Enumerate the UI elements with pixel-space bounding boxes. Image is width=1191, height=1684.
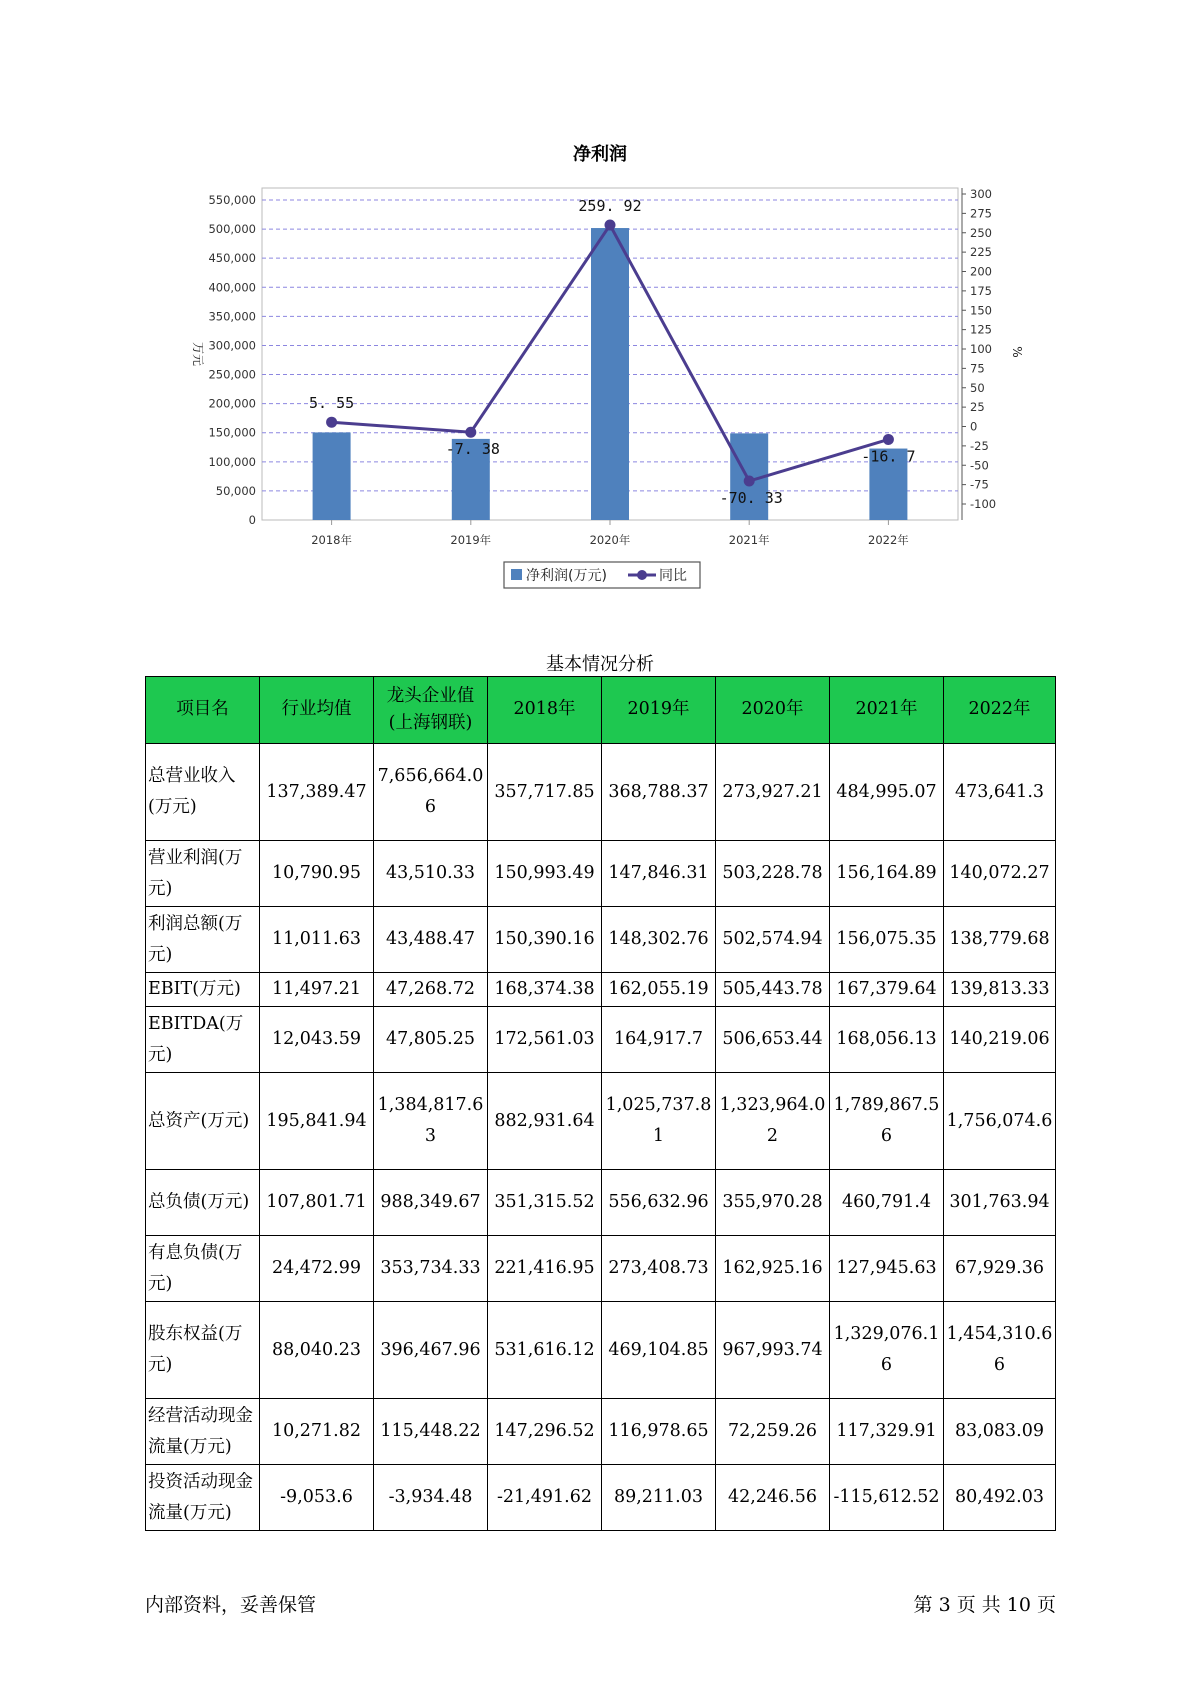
x-tick-label: 2021年	[728, 533, 770, 547]
footer-page-number: 第 3 页 共 10 页	[913, 1594, 1056, 1616]
table-cell: 195,841.94	[260, 1073, 374, 1170]
chart-title: 净利润	[573, 144, 627, 165]
right-tick-label: 175	[970, 283, 992, 298]
left-axis-label: 万元	[191, 341, 205, 367]
table-row	[146, 907, 1056, 973]
legend-bar-label: 净利润(万元)	[526, 568, 607, 584]
right-tick-label: 125	[970, 322, 992, 337]
table-cell: 117,329.91	[830, 1399, 944, 1465]
header-2020: 2020年	[716, 677, 830, 744]
table-cell: 1,025,737.81	[602, 1073, 716, 1170]
table-row	[146, 1236, 1056, 1302]
right-tick-label: 200	[970, 264, 992, 279]
yoy-data-label: -16. 7	[861, 447, 916, 466]
table-cell: 162,055.19	[602, 973, 716, 1007]
table-cell: 502,574.94	[716, 907, 830, 973]
right-axis-label: %	[1010, 346, 1024, 358]
table-cell: 80,492.03	[944, 1465, 1056, 1531]
table-cell: 12,043.59	[260, 1007, 374, 1073]
right-tick-label: 225	[970, 245, 992, 260]
left-tick-label: 450,000	[208, 251, 256, 266]
legend-line-label: 同比	[659, 568, 687, 584]
table-cell: 273,408.73	[602, 1236, 716, 1302]
x-tick-label: 2019年	[450, 533, 492, 547]
row-label: 总营业收入(万元)	[146, 744, 260, 841]
right-tick-label: 100	[970, 342, 992, 356]
table-cell: 1,756,074.6	[944, 1073, 1056, 1170]
row-label: 有息负债(万元)	[146, 1236, 260, 1302]
table-cell: 172,561.03	[488, 1007, 602, 1073]
table-row	[146, 1465, 1056, 1531]
left-tick-label: 50,000	[215, 483, 256, 498]
right-tick-label: 250	[970, 225, 992, 240]
table-cell: 138,779.68	[944, 907, 1056, 973]
table-cell: 140,072.27	[944, 841, 1056, 907]
table-cell: 503,228.78	[716, 841, 830, 907]
table-cell: 10,790.95	[260, 841, 374, 907]
table-cell: 967,993.74	[716, 1302, 830, 1399]
left-tick-label: 250,000	[208, 367, 256, 382]
table-cell: 1,323,964.02	[716, 1073, 830, 1170]
table-cell: 368,788.37	[602, 744, 716, 841]
table-cell: 147,296.52	[488, 1399, 602, 1465]
table-cell: 43,488.47	[374, 907, 488, 973]
right-tick-label: -50	[970, 458, 989, 473]
yoy-data-label: -70. 33	[719, 489, 783, 508]
header-2022: 2022年	[944, 677, 1056, 744]
table-cell: 273,927.21	[716, 744, 830, 841]
table-cell: -9,053.6	[260, 1465, 374, 1531]
header-2019: 2019年	[602, 677, 716, 744]
table-cell: 67,929.36	[944, 1236, 1056, 1302]
row-label: 投资活动现金流量(万元)	[146, 1465, 260, 1531]
table-row	[146, 841, 1056, 907]
table-cell: 505,443.78	[716, 973, 830, 1007]
table-cell: 7,656,664.06	[374, 744, 488, 841]
row-label: 经营活动现金流量(万元)	[146, 1399, 260, 1465]
table-cell: 1,789,867.56	[830, 1073, 944, 1170]
table-cell: 168,374.38	[488, 973, 602, 1007]
yoy-point	[883, 434, 894, 445]
net-profit-bar	[591, 228, 629, 520]
table-cell: 162,925.16	[716, 1236, 830, 1302]
table-row	[146, 744, 1056, 841]
table-cell: 11,011.63	[260, 907, 374, 973]
table-cell: 506,653.44	[716, 1007, 830, 1073]
table-cell: 156,075.35	[830, 907, 944, 973]
table-row	[146, 973, 1056, 1007]
table-row	[146, 1007, 1056, 1073]
right-tick-label: 50	[970, 380, 985, 395]
yoy-point	[326, 417, 337, 428]
table-cell: 1,384,817.63	[374, 1073, 488, 1170]
table-cell: 24,472.99	[260, 1236, 374, 1302]
table-cell: 83,083.09	[944, 1399, 1056, 1465]
table-cell: 43,510.33	[374, 841, 488, 907]
table-cell: 150,993.49	[488, 841, 602, 907]
table-cell: 167,379.64	[830, 973, 944, 1007]
table-cell: 47,805.25	[374, 1007, 488, 1073]
table-cell: 11,497.21	[260, 973, 374, 1007]
footer-confidential-note: 内部资料，妥善保管	[145, 1594, 317, 1616]
left-tick-label: 0	[248, 513, 256, 527]
table-cell: 147,846.31	[602, 841, 716, 907]
table-cell: 396,467.96	[374, 1302, 488, 1399]
table-cell: -21,491.62	[488, 1465, 602, 1531]
table-cell: 115,448.22	[374, 1399, 488, 1465]
table-cell: 531,616.12	[488, 1302, 602, 1399]
table-row	[146, 1073, 1056, 1170]
right-tick-label: -25	[970, 438, 989, 453]
net-profit-chart	[0, 0, 1191, 600]
right-tick-label: -75	[970, 477, 989, 492]
table-cell: 47,268.72	[374, 973, 488, 1007]
basic-analysis-table	[145, 676, 1056, 1531]
legend-line-marker	[637, 570, 647, 580]
table-row	[146, 1399, 1056, 1465]
right-tick-label: 25	[970, 400, 985, 415]
row-label: EBIT(万元)	[146, 973, 260, 1007]
right-tick-label: 75	[970, 361, 985, 376]
x-tick-label: 2020年	[589, 533, 631, 547]
table-caption: 基本情况分析	[546, 654, 654, 675]
table-cell: 353,734.33	[374, 1236, 488, 1302]
table-cell: 88,040.23	[260, 1302, 374, 1399]
table-cell: 150,390.16	[488, 907, 602, 973]
table-cell: 988,349.67	[374, 1170, 488, 1236]
table-cell: 221,416.95	[488, 1236, 602, 1302]
table-cell: 72,259.26	[716, 1399, 830, 1465]
table-header-row	[146, 677, 1056, 744]
table-cell: 164,917.7	[602, 1007, 716, 1073]
table-cell: 351,315.52	[488, 1170, 602, 1236]
yoy-data-label: 259. 92	[578, 197, 642, 216]
table-row	[146, 1302, 1056, 1399]
right-tick-label: 0	[970, 419, 978, 434]
table-cell: 460,791.4	[830, 1170, 944, 1236]
right-tick-label: -100	[970, 497, 997, 511]
yoy-point	[744, 476, 755, 487]
net-profit-bar	[313, 432, 351, 520]
table-cell: 89,211.03	[602, 1465, 716, 1531]
right-tick-label: 150	[970, 303, 992, 318]
table-cell: 140,219.06	[944, 1007, 1056, 1073]
x-tick-label: 2022年	[868, 533, 909, 547]
left-tick-label: 500,000	[208, 222, 256, 237]
left-tick-label: 550,000	[208, 193, 256, 207]
table-cell: 107,801.71	[260, 1170, 374, 1236]
table-cell: -115,612.52	[830, 1465, 944, 1531]
table-row	[146, 1170, 1056, 1236]
table-cell: 137,389.47	[260, 744, 374, 841]
header-industry-avg: 行业均值	[260, 677, 374, 744]
table-cell: 1,454,310.66	[944, 1302, 1056, 1399]
table-cell: 156,164.89	[830, 841, 944, 907]
table-cell: 355,970.28	[716, 1170, 830, 1236]
row-label: 总资产(万元)	[146, 1073, 260, 1170]
yoy-data-label: -7. 38	[445, 440, 500, 459]
header-item: 项目名	[146, 677, 260, 744]
table-cell: 473,641.3	[944, 744, 1056, 841]
table-cell: 357,717.85	[488, 744, 602, 841]
table-cell: 127,945.63	[830, 1236, 944, 1302]
table-cell: 42,246.56	[716, 1465, 830, 1531]
row-label: EBITDA(万元)	[146, 1007, 260, 1073]
left-tick-label: 400,000	[208, 280, 256, 295]
table-cell: 148,302.76	[602, 907, 716, 973]
table-cell: 556,632.96	[602, 1170, 716, 1236]
yoy-point	[465, 427, 476, 438]
row-label: 营业利润(万元)	[146, 841, 260, 907]
table-cell: 882,931.64	[488, 1073, 602, 1170]
right-tick-label: 300	[970, 187, 992, 201]
row-label: 利润总额(万元)	[146, 907, 260, 973]
header-2021: 2021年	[830, 677, 944, 744]
table-cell: -3,934.48	[374, 1465, 488, 1531]
yoy-point	[605, 220, 616, 231]
left-tick-label: 300,000	[208, 338, 256, 353]
right-tick-label: 275	[970, 206, 992, 221]
header-leader: 龙头企业值(上海钢联)	[374, 677, 488, 744]
table-cell: 139,813.33	[944, 973, 1056, 1007]
table-cell: 469,104.85	[602, 1302, 716, 1399]
row-label: 股东权益(万元)	[146, 1302, 260, 1399]
table-cell: 168,056.13	[830, 1007, 944, 1073]
table-cell: 484,995.07	[830, 744, 944, 841]
yoy-data-label: 5. 55	[309, 394, 355, 413]
left-tick-label: 350,000	[208, 309, 256, 324]
row-label: 总负债(万元)	[146, 1170, 260, 1236]
legend-bar-swatch	[511, 569, 522, 580]
left-tick-label: 100,000	[208, 454, 256, 469]
left-tick-label: 150,000	[208, 425, 256, 440]
table-cell: 301,763.94	[944, 1170, 1056, 1236]
x-tick-label: 2018年	[311, 533, 352, 547]
header-2018: 2018年	[488, 677, 602, 744]
table-cell: 1,329,076.16	[830, 1302, 944, 1399]
table-cell: 10,271.82	[260, 1399, 374, 1465]
left-tick-label: 200,000	[208, 396, 256, 411]
table-cell: 116,978.65	[602, 1399, 716, 1465]
